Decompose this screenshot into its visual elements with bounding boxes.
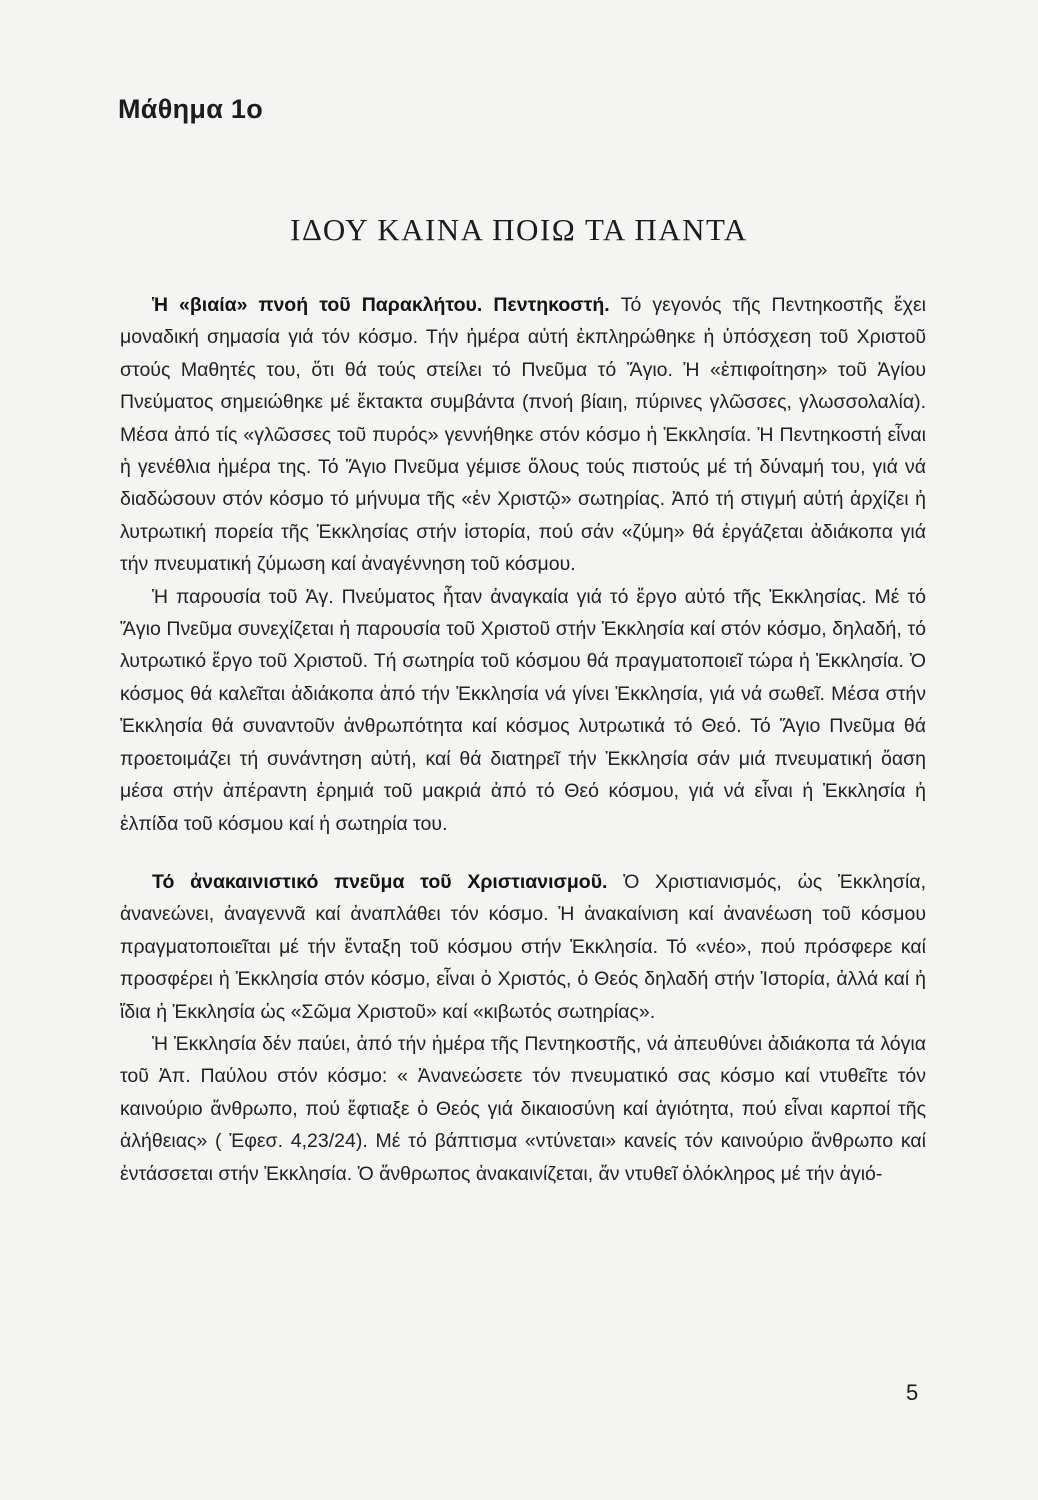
- chapter-title: ΙΔΟΥ ΚΑΙΝΑ ΠΟΙΩ ΤΑ ΠΑΝΤΑ: [290, 212, 748, 247]
- paragraph-text: Ὁ Χριστιανισμός, ὡς Ἐκκλησία, ἀνανεώνει, ἀναγεννᾶ καί ἀναπλάθει τόν κόσμο. Ἡ ἀνακαίνιση καί ἀνανέωση τοῦ κόσμου πραγματοποιεῖται μέ τήν ἔνταξη τοῦ κόσμου στήν Ἐκκλησία. Τό «νέο», πού πρόσφερε καί προσφέρει ἡ Ἐκκλησία στόν κόσμο, εἶναι ὁ Χριστός, ὁ Θεός δηλαδή στήν Ἱστορία, ἀλλά καί ἡ ἴδια ἡ Ἐκκλησία ὡς «Σῶμα Χριστοῦ» καί «κιβωτός σωτηρίας».: [120, 870, 926, 1023]
- lesson-label: Μάθημα 1ο: [118, 94, 264, 124]
- paragraph-text: Τό γεγονός τῆς Πεντηκοστῆς ἔχει μοναδική σημασία γιά τόν κόσμο. Τήν ἡμέρα αὐτή ἐκπληρώθηκε ἡ ὑπόσχεση τοῦ Χριστοῦ στούς Μαθητές του, ὅτι θά τούς στείλει τό Πνεῦμα τό Ἅγιο. Ἡ «ἐπιφοίτηση» τοῦ Ἁγίου Πνεύματος σημειώθηκε μέ ἔκτακτα συμβάντα (πνοή βίαιη, πύρινες γλῶσσες, γλωσσολαλία). Μέσα ἀπό τίς «γλῶσσες τοῦ πυρός» γεννήθηκε στόν κόσμο ἡ Ἐκκλησία. Ἡ Πεντηκοστή εἶναι ἡ γενέθλια ἡμέρα της. Τό Ἅγιο Πνεῦμα γέμισε ὅλους τούς πιστούς μέ τή δύναμή του, γιά νά διαδώσουν στόν κόσμο τό μήνυμα τῆς «ἐν Χριστῷ» σωτηρίας. Ἀπό τή στιγμή αὐτή ἀρχίζει ἡ λυτρωτική πορεία τῆς Ἐκκλησίας στήν ἱστορία, πού σάν «ζύμη» θά ἐργάζεται ἀδιάκοπα γιά τήν πνευματική ζύμωση καί ἀναγέννηση τοῦ κόσμου.: [120, 294, 926, 576]
- paragraph: [120, 866, 926, 1028]
- paragraph-heading: Ἡ «βιαία» πνοή τοῦ Παρακλήτου. Πεντηκοστή.: [152, 294, 621, 316]
- paragraph-text: Ἡ παρουσία τοῦ Ἁγ. Πνεύματος ἦταν ἀναγκαία γιά τό ἔργο αὐτό τῆς Ἐκκλησίας. Μέ τό Ἅγιο Πνεῦμα συνεχίζεται ἡ παρουσία τοῦ Χριστοῦ στήν Ἐκκλησία καί στόν κόσμο, δηλαδή, τό λυτρωτικό ἔργο τοῦ Χριστοῦ. Τή σωτηρία τοῦ κόσμου θά πραγματοποιεῖ τώρα ἡ Ἐκκλησία. Ὁ κόσμος θά καλεῖται ἀδιάκοπα ἀπό τήν Ἐκκλησία νά γίνει Ἐκκλησία, γιά νά σωθεῖ. Μέσα στήν Ἐκκλησία θά συναντοῦν ἀνθρωπότητα καί κόσμος λυτρωτικά τό Θεό. Τό Ἅγιο Πνεῦμα θά προετοιμάζει τή συνάντηση αὐτή, καί θά διατηρεῖ τήν Ἐκκλησία σάν μιά πνευματική ὄαση μέσα στήν ἀπέραντη ἐρημιά τοῦ μακριά ἀπό τό Θεό κόσμου, γιά νά εἶναι ἡ Ἐκκλησία ἡ ἐλπίδα τοῦ κόσμου καί ἡ σωτηρία του.: [120, 585, 926, 835]
- page-number: 5: [906, 1380, 919, 1405]
- paragraph-heading: Τό ἀνακαινιστικό πνεῦμα τοῦ Χριστιανισμοῦ.: [152, 870, 624, 893]
- body-text: [120, 289, 926, 1190]
- paragraph-text: Ἡ Ἐκκλησία δέν παύει, ἀπό τήν ἡμέρα τῆς Πεντηκοστῆς, νά ἀπευθύνει ἀδιάκοπα τά λόγια τοῦ Ἀπ. Παύλου στόν κόσμο: « Ἀνανεώσετε τόν πνευματικό σας κόσμο καί ντυθεῖτε τόν καινούριο ἄνθρωπο, πού ἔφτιαξε ὁ Θεός γιά δικαιοσύνη καί ἁγιότητα, πού εἶναι καρποί τῆς ἀλήθειας» ( Ἐφεσ. 4,23/24). Μέ τό βάπτισμα «ντύνεται» κανείς τόν καινούριο ἄνθρωπο καί ἐντάσσεται στήν Ἐκκλησία. Ὁ ἄνθρωπος ἀνακαινίζεται, ἄν ντυθεῖ ὁλόκληρος μέ τήν ἁγιό-: [120, 1032, 926, 1185]
- paragraph: [120, 289, 926, 581]
- paragraph: [120, 1028, 926, 1190]
- paragraph: [120, 581, 926, 840]
